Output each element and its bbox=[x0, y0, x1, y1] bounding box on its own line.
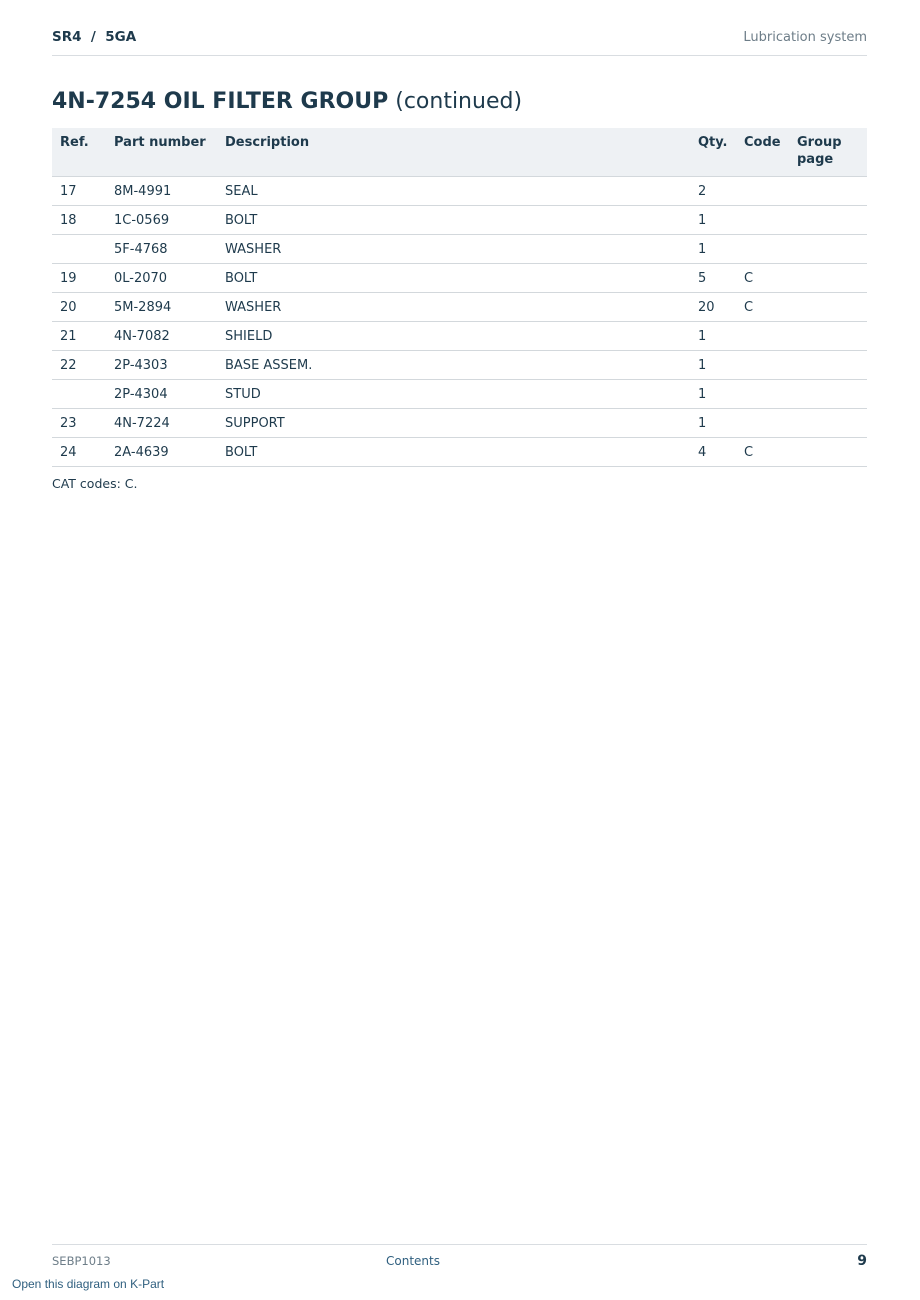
cell-description: BASE ASSEM. bbox=[217, 351, 690, 380]
cell-part-number: 5F-4768 bbox=[106, 235, 217, 264]
col-header-group-page: Group page bbox=[789, 128, 867, 177]
contents-link[interactable]: Contents bbox=[386, 1254, 440, 1268]
col-header-description: Description bbox=[217, 128, 690, 177]
parts-table bbox=[52, 128, 867, 467]
cell-part-number: 4N-7224 bbox=[106, 409, 217, 438]
table-row bbox=[52, 438, 867, 467]
cell-ref: 23 bbox=[52, 409, 106, 438]
table-row bbox=[52, 206, 867, 235]
col-header-qty bbox=[690, 128, 736, 177]
col-header-code: Code bbox=[736, 128, 789, 177]
table-row bbox=[52, 380, 867, 409]
cell-code bbox=[736, 322, 789, 351]
cell-ref: 18 bbox=[52, 206, 106, 235]
cell-group-page bbox=[789, 293, 867, 322]
cell-description: BOLT bbox=[217, 206, 690, 235]
col-header-ref: Ref. bbox=[52, 128, 106, 177]
cell-ref bbox=[52, 380, 106, 409]
cell-group-page bbox=[789, 206, 867, 235]
cell-ref: 22 bbox=[52, 351, 106, 380]
cat-codes-note: CAT codes: C. bbox=[52, 476, 138, 491]
page bbox=[52, 0, 867, 1300]
cell-qty: 1 bbox=[690, 235, 736, 264]
section-label: Lubrication system bbox=[743, 30, 867, 45]
cell-group-page bbox=[789, 380, 867, 409]
document-id: SEBP1013 bbox=[52, 1254, 111, 1268]
cell-ref: 19 bbox=[52, 264, 106, 293]
cell-group-page bbox=[789, 264, 867, 293]
cell-group-page bbox=[789, 322, 867, 351]
cell-qty: 20 bbox=[690, 293, 736, 322]
cell-part-number: 2A-4639 bbox=[106, 438, 217, 467]
cell-qty: 5 bbox=[690, 264, 736, 293]
open-kpart-link[interactable]: Open this diagram on K-Part bbox=[12, 1277, 165, 1291]
cell-description: WASHER bbox=[217, 293, 690, 322]
table-row bbox=[52, 264, 867, 293]
cell-qty: 4 bbox=[690, 438, 736, 467]
table-header-row bbox=[52, 128, 867, 177]
cell-part-number: 4N-7082 bbox=[106, 322, 217, 351]
cell-group-page bbox=[789, 438, 867, 467]
cell-code: C bbox=[736, 293, 789, 322]
cell-group-page bbox=[789, 409, 867, 438]
cell-ref: 24 bbox=[52, 438, 106, 467]
continued-label: (continued) bbox=[395, 89, 523, 114]
cell-part-number: 5M-2894 bbox=[106, 293, 217, 322]
page-number: 9 bbox=[857, 1253, 867, 1269]
cell-description: SUPPORT bbox=[217, 409, 690, 438]
cell-qty: 1 bbox=[690, 351, 736, 380]
cell-qty: 1 bbox=[690, 322, 736, 351]
cell-group-page bbox=[789, 351, 867, 380]
page-footer bbox=[52, 1244, 867, 1275]
table-row bbox=[52, 177, 867, 206]
cell-qty: 1 bbox=[690, 409, 736, 438]
cell-ref bbox=[52, 235, 106, 264]
cell-part-number: 2P-4303 bbox=[106, 351, 217, 380]
cell-group-page bbox=[789, 177, 867, 206]
table-row bbox=[52, 235, 867, 264]
cell-qty: 2 bbox=[690, 177, 736, 206]
cell-group-page bbox=[789, 235, 867, 264]
table-row bbox=[52, 293, 867, 322]
cell-qty: 1 bbox=[690, 206, 736, 235]
cell-ref: 17 bbox=[52, 177, 106, 206]
cell-code bbox=[736, 409, 789, 438]
qty-header-text: Qty. bbox=[698, 135, 728, 150]
cell-part-number: 1C-0569 bbox=[106, 206, 217, 235]
cell-code bbox=[736, 206, 789, 235]
cell-code bbox=[736, 380, 789, 409]
cell-description: STUD bbox=[217, 380, 690, 409]
cell-description: BOLT bbox=[217, 438, 690, 467]
cell-ref: 21 bbox=[52, 322, 106, 351]
cell-description: BOLT bbox=[217, 264, 690, 293]
cell-code bbox=[736, 351, 789, 380]
cell-code bbox=[736, 235, 789, 264]
cell-part-number: 0L-2070 bbox=[106, 264, 217, 293]
cell-ref: 20 bbox=[52, 293, 106, 322]
table-row bbox=[52, 351, 867, 380]
model-label: SR4 / 5GA bbox=[52, 29, 137, 45]
cell-code: C bbox=[736, 438, 789, 467]
col-header-part-number: Part number bbox=[106, 128, 217, 177]
cell-description: WASHER bbox=[217, 235, 690, 264]
page-title bbox=[52, 89, 522, 114]
page-header bbox=[52, 29, 867, 56]
cell-part-number: 2P-4304 bbox=[106, 380, 217, 409]
cell-description: SHIELD bbox=[217, 322, 690, 351]
cell-code: C bbox=[736, 264, 789, 293]
cell-part-number: 8M-4991 bbox=[106, 177, 217, 206]
group-title: 4N-7254 OIL FILTER GROUP bbox=[52, 89, 389, 114]
table-row bbox=[52, 409, 867, 438]
cell-description: SEAL bbox=[217, 177, 690, 206]
table-row bbox=[52, 322, 867, 351]
cell-code bbox=[736, 177, 789, 206]
cell-qty: 1 bbox=[690, 380, 736, 409]
